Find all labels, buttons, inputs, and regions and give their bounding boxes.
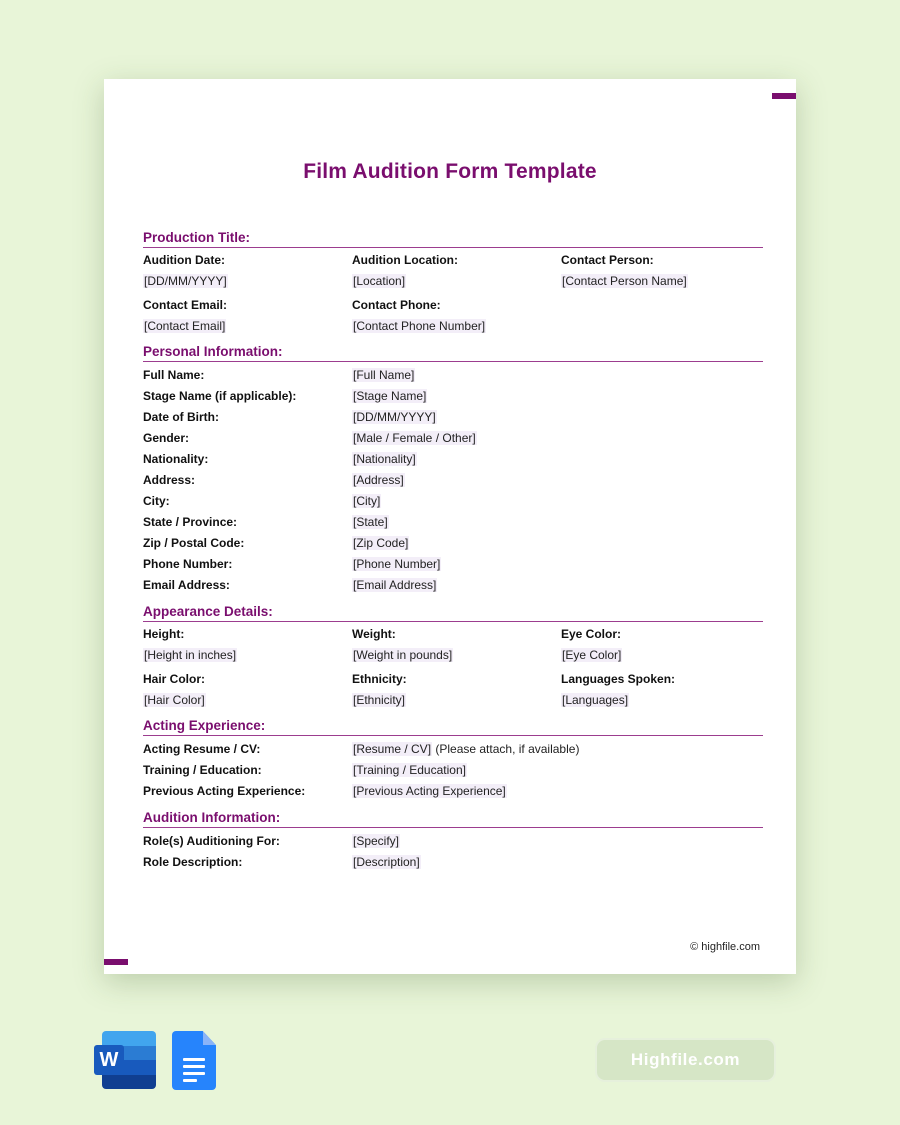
field-value[interactable]: [Full Name] — [353, 367, 415, 382]
field-value[interactable]: [Specify] — [353, 833, 400, 848]
field-city — [143, 490, 763, 511]
section-heading: Appearance Details: — [143, 603, 763, 622]
field-label: Nationality: — [143, 451, 209, 466]
production-grid — [143, 248, 763, 338]
field-value[interactable]: [Address] — [353, 472, 404, 487]
section-audition — [143, 809, 763, 872]
field-resume — [143, 738, 763, 759]
field-value[interactable]: [Hair Color] — [144, 693, 205, 707]
field-hair-color — [143, 667, 352, 712]
field-value[interactable]: [Ethnicity] — [353, 693, 406, 707]
field-value[interactable]: [Contact Person Name] — [562, 274, 687, 288]
field-label: Weight: — [352, 627, 396, 641]
field-nationality — [143, 448, 763, 469]
field-audition-date — [143, 248, 352, 293]
field-note: (Please attach, if available) — [432, 741, 580, 756]
field-audition-location — [352, 248, 561, 293]
field-value[interactable]: [City] — [353, 493, 381, 508]
field-value[interactable]: [Training / Education] — [353, 762, 466, 777]
highfile-brand-button[interactable]: Highfile.com — [595, 1038, 776, 1082]
field-label: Ethnicity: — [352, 672, 407, 686]
field-label: Zip / Postal Code: — [143, 535, 245, 550]
field-value[interactable]: [State] — [353, 514, 388, 529]
audition-rows — [143, 828, 763, 872]
field-label: Gender: — [143, 430, 190, 445]
section-heading: Personal Information: — [143, 343, 763, 362]
microsoft-word-icon[interactable] — [94, 1031, 156, 1089]
field-label: Languages Spoken: — [561, 672, 676, 686]
field-value[interactable]: [Zip Code] — [353, 535, 409, 550]
field-zip-code — [143, 532, 763, 553]
field-value[interactable]: [Weight in pounds] — [353, 648, 453, 662]
field-value[interactable]: [Height in inches] — [144, 648, 237, 662]
field-label: Training / Education: — [143, 762, 262, 777]
field-label: Previous Acting Experience: — [143, 783, 306, 798]
field-value[interactable]: [Eye Color] — [562, 648, 622, 662]
field-date-of-birth — [143, 406, 763, 427]
section-acting — [143, 717, 763, 801]
field-label: Address: — [143, 472, 196, 487]
field-value[interactable]: [Contact Phone Number] — [353, 319, 486, 333]
section-heading: Audition Information: — [143, 809, 763, 828]
field-email-address — [143, 574, 763, 595]
field-stage-name — [143, 385, 763, 406]
field-label: Role(s) Auditioning For: — [143, 833, 280, 848]
appearance-grid — [143, 622, 763, 712]
field-value[interactable]: [Contact Email] — [144, 319, 226, 333]
field-label: Contact Email: — [143, 298, 228, 312]
field-label: Full Name: — [143, 367, 205, 382]
field-value[interactable]: [Phone Number] — [353, 556, 441, 571]
field-value[interactable]: [Description] — [353, 854, 420, 869]
field-eye-color — [561, 622, 763, 667]
corner-accent-bottom-left — [104, 959, 128, 965]
field-label: Height: — [143, 627, 185, 641]
field-phone-number — [143, 553, 763, 574]
field-contact-phone — [352, 293, 561, 338]
field-label: Role Description: — [143, 854, 243, 869]
section-personal — [143, 343, 763, 595]
field-value[interactable]: [Stage Name] — [353, 388, 427, 403]
section-heading: Production Title: — [143, 229, 763, 248]
field-label: Contact Phone: — [352, 298, 441, 312]
field-languages — [561, 667, 763, 712]
field-gender — [143, 427, 763, 448]
field-address — [143, 469, 763, 490]
field-contact-person — [561, 248, 763, 293]
field-value[interactable]: [Male / Female / Other] — [353, 430, 476, 445]
field-full-name — [143, 364, 763, 385]
field-label: Date of Birth: — [143, 409, 219, 424]
personal-rows — [143, 362, 763, 595]
field-contact-email — [143, 293, 352, 338]
field-label: Audition Date: — [143, 253, 225, 267]
field-role-description — [143, 851, 763, 872]
acting-rows — [143, 736, 763, 801]
field-label: Acting Resume / CV: — [143, 741, 261, 756]
section-heading: Acting Experience: — [143, 717, 763, 736]
google-docs-icon[interactable] — [172, 1031, 216, 1090]
section-production — [143, 229, 763, 338]
field-state — [143, 511, 763, 532]
field-label: Hair Color: — [143, 672, 206, 686]
app-icons — [94, 1031, 216, 1090]
document-page — [104, 79, 796, 974]
field-value[interactable]: [Languages] — [562, 693, 629, 707]
field-label: City: — [143, 493, 170, 508]
field-roles — [143, 830, 763, 851]
field-label: Email Address: — [143, 577, 230, 592]
corner-accent-top-right — [772, 93, 796, 99]
field-value[interactable]: [DD/MM/YYYY] — [144, 274, 227, 288]
field-label: Stage Name (if applicable): — [143, 388, 297, 403]
field-value[interactable]: [Nationality] — [353, 451, 416, 466]
field-label: Eye Color: — [561, 627, 622, 641]
document-title: Film Audition Form Template — [303, 160, 597, 183]
field-training — [143, 759, 763, 780]
field-value[interactable]: [Location] — [353, 274, 406, 288]
field-label: Phone Number: — [143, 556, 233, 571]
field-weight — [352, 622, 561, 667]
field-value[interactable]: [Previous Acting Experience] — [353, 783, 506, 798]
field-label: Contact Person: — [561, 253, 654, 267]
section-appearance — [143, 603, 763, 712]
form-content — [143, 229, 763, 872]
field-previous-experience — [143, 780, 763, 801]
copyright-text: © highfile.com — [690, 941, 760, 953]
field-value[interactable]: [Resume / CV] — [353, 741, 432, 756]
field-label: Audition Location: — [352, 253, 458, 267]
field-height — [143, 622, 352, 667]
field-label: State / Province: — [143, 514, 238, 529]
field-ethnicity — [352, 667, 561, 712]
field-value[interactable]: [Email Address] — [353, 577, 437, 592]
word-letter: W — [94, 1045, 124, 1075]
field-value[interactable]: [DD/MM/YYYY] — [353, 409, 436, 424]
